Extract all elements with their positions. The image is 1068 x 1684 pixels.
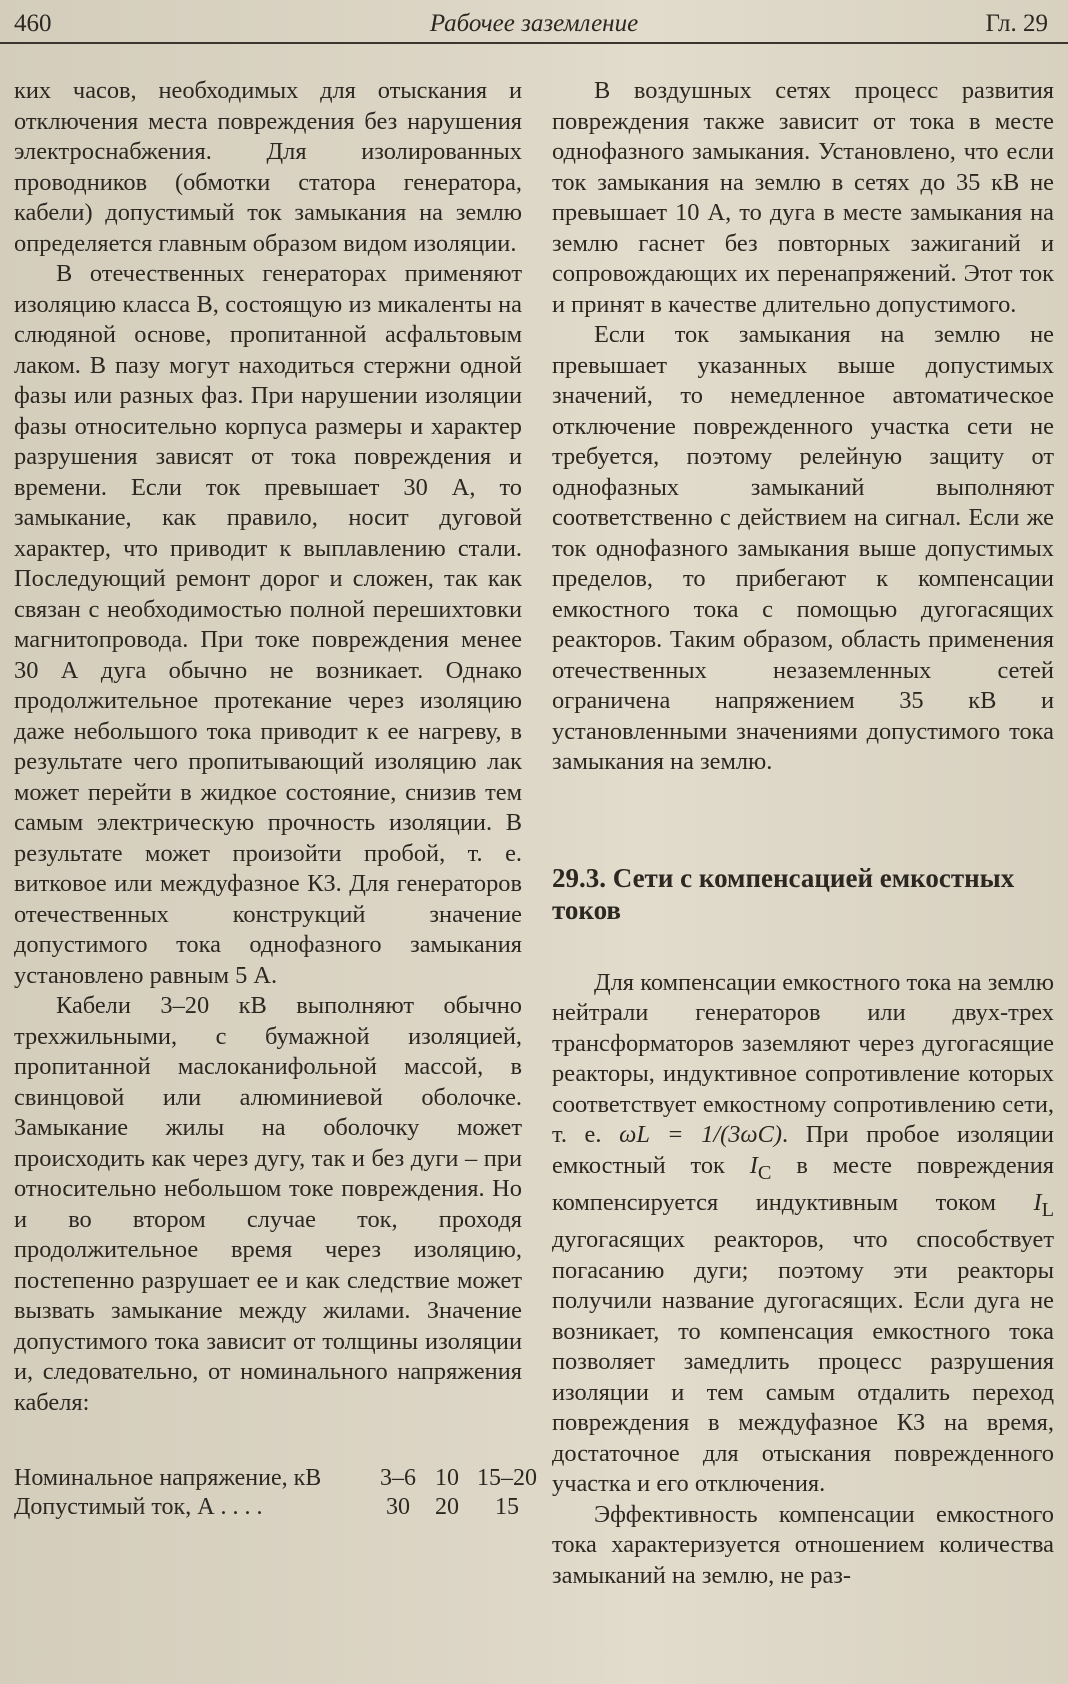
paragraph-left-1: ких часов, необходимых для отыскания и отключения места повреждения без нарушения электроснабжения. Для изолированных проводников (обмотки статора генератора, кабели) допустимый ток замыкания на землю определяется главным образом видом изоляции. [14,77,522,257]
section-heading: 29.3. Сети с компенсацией емкостных токов [552,862,1015,925]
variable-ic: I [749,1151,758,1179]
voltage-current-table [14,1464,537,1522]
paragraph-right-1: В воздушных сетях процесс развития повреждения также зависит от тока в месте однофазного замыкания. Установлено, что если ток замыкания на землю в сетях до 35 кВ не превышает 10 А, то дуга в месте замыкания на землю гаснет без повторных зажиганий и сопровождающих их перенапряжений. Этот ток и принят в качестве длительно допустимого. [552,77,1054,318]
table-cell: 20 [435,1494,459,1520]
subscript: L [1041,1198,1054,1221]
table-row-label: Номинальное напряжение, кВ [14,1465,322,1491]
table-row-label: Допустимый ток, А . . . . [14,1494,263,1520]
paragraph-left-3: Кабели 3–20 кВ выполняют обычно трехжильными, с бумажной изоляцией, пропитанной маслоканифольной массой, в свинцовой или алюминиевой оболочке. Замыкание жилы на оболочку может происходить как через дугу, так и без дуги – при относительно небольшом токе повреждения. Но и во втором случае ток, проходя продолжительное время через изоляцию, постепенно разрушает ее и как следствие может вызвать замыкание между жилами. Значение допустимого тока зависит от толщины изоляции и, следовательно, от номинального напряжения кабеля: [14,992,522,1416]
text-run: Для компенсации емкостного тока на землю нейтрали генераторов или двух-трех трансформаторов заземляют через дугогасящие реакторы, индуктивное сопротивление которых соответствует емкостному сопротивлению сети, т. е. [552,968,1054,1148]
formula: ωL = 1/(3ωC) [619,1121,783,1148]
table-cell: 15 [495,1494,519,1520]
paragraph-left-2: В отечественных генераторах применяют изоляцию класса В, состоящую из микаленты на слюдяной основе, пропитанной асфальтовым лаком. В пазу могут находиться стержни одной фазы или разных фаз. При нарушении изоляции фазы относительно корпуса размеры и характер разрушения зависят от тока повреждения и времени. Если ток превышает 30 А, то замыкание, как правило, носит дуговой характер, что приводит к выплавлению стали. Последующий ремонт дорог и сложен, так как связан с необходимостью полной перешихтовки магнитопровода. При токе повреждения менее 30 А дуга обычно не возникает. Однако продолжительное протекание через изоляцию даже небольшого тока приводит к ее нагреву, в результате чего пропитывающий изоляцию лак может перейти в жидкое состояние, снизив тем самым электрическую прочность изоляции. В результате может произойти пробой, т. е. витковое или междуфазное КЗ. Для генераторов отечественных конструкций значение допустимого тока однофазного замыкания установлено равным 5 А. [14,260,522,989]
running-title: Рабочее заземление [429,10,639,37]
page-number: 460 [14,10,52,37]
variable-il: I [1033,1188,1042,1216]
chapter-label: Гл. 29 [985,10,1048,37]
table-row [14,1464,537,1493]
left-column [14,76,537,1522]
paragraph-right-2: Если ток замыкания на землю не превышает указанных выше допустимых значений, то немедленное автоматическое отключение поврежденного участка сети не требуется, поэтому релейную защиту от однофазных замыканий выполняют соответственно с действием на сигнал. Если же ток однофазного замыкания выше допустимых пределов, то прибегают к компенсации емкостного тока с помощью дугогасящих реакторов. Таким образом, область применения отечественных незаземленных сетей ограничена напряжением 35 кВ и установленными значениями допустимого тока замыкания на землю. [552,321,1054,775]
text-run: . При пробое изоляции емкостный ток [552,1121,1054,1179]
paragraph-right-3 [552,968,1054,1500]
text-run: в месте повреждения компенсируется индуктивным током [552,1151,1054,1216]
right-column [552,76,1054,1591]
text-run: дугогасящих реакторов, что способствует погасанию дуги; поэтому эти реакторы получили название дугогасящих. Если дуга не возникает, то компенсация емкостного тока позволяет замедлить процесс разрушения изоляции и тем самым отдалить переход повреждения в междуфазное КЗ на время, достаточное для отыскания поврежденного участка и его отключения. [552,1226,1054,1498]
table-cell: 10 [435,1465,459,1491]
running-header [0,0,1068,44]
subscript: C [757,1161,772,1184]
table-cell: 30 [386,1494,410,1520]
table-cell: 3–6 [380,1465,416,1491]
paragraph-right-4: Эффективность компенсации емкостного тока характеризуется отношением количества замыканий на землю, не раз- [552,1500,1054,1589]
table-row [14,1493,522,1522]
table-cell: 15–20 [477,1465,537,1491]
